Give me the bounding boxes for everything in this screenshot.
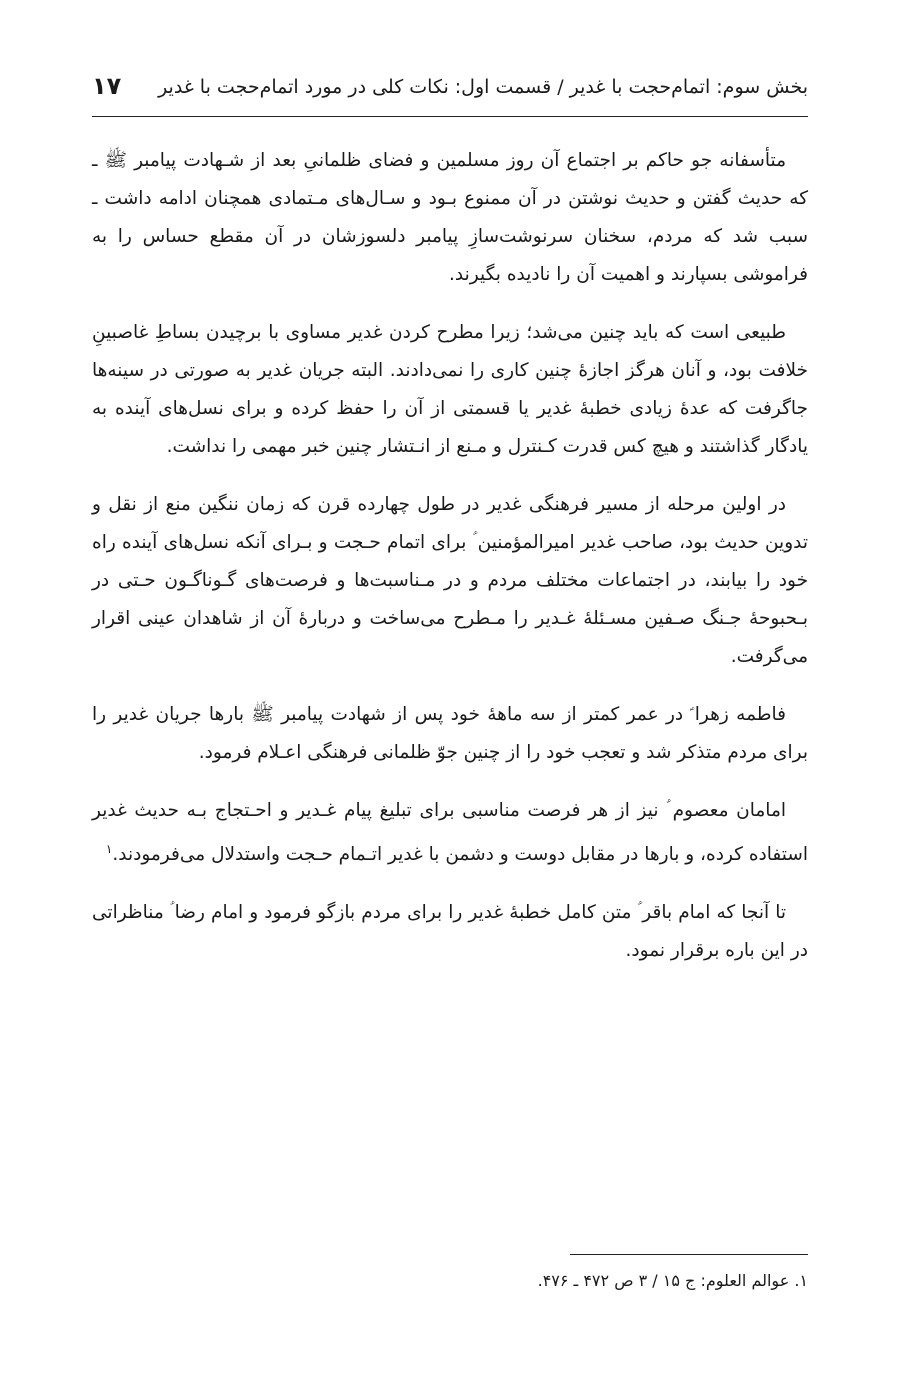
paragraph-with-footnote	[92, 792, 808, 874]
paragraph: فاطمه زهرا ؑ در عمر کمتر از سه ماههٔ خود پس از شهادت پیامبر ﷺ بارها جریان غدیر را برای مردم متذکر شد و تعجب خود را از چنین جوّ ظلمانی فرهنگی اعـلام فرمود.	[92, 704, 808, 763]
main-text	[92, 142, 808, 990]
footnote-marker: ۱	[105, 842, 113, 856]
paragraph: طبیعی است که باید چنین می‌شد؛ زیرا مطرح کردن غدیر مساوی با برچیدن بساطِ غاصبینِ خلافت بود، و آنان هرگز اجازهٔ چنین کاری را نمی‌دادند. البته جریان غدیر به صورتی در سینه‌ها جاگرفت که عدهٔ زیادی خطبهٔ غدیر یا قسمتی از آن را حفظ کرده و برای نسل‌های آینده به یادگار گذاشتند و هیچ کس قدرت کـنترل و مـنع از انـتشار چنین خبر مهمی را نداشت.	[92, 322, 808, 457]
header-divider	[92, 116, 808, 117]
page-header	[92, 70, 808, 110]
paragraph-text: امامان معصوم ؑ نیز از هر فرصت مناسبی برای تبلیغ پیام غـدیر و احـتجاج بـه حدیث غدیر استفاده کرده، و بارها در مقابل دوست و دشمن با غدیر اتـمام حـجت واستدلال می‌فرمودند.	[92, 800, 808, 866]
paragraph: تا آنجا که امام باقر ؑ متن کامل خطبهٔ غدیر را برای مردم بازگو فرمود و امام رضا ؑ مناظراتی در این باره برقرار نمود.	[92, 902, 808, 962]
running-title: بخش سوم: اتمام‌حجت با غدیر / قسمت اول: نکات کلی در مورد اتمام‌حجت با غدیر	[158, 76, 808, 98]
paragraph: در اولین مرحله از مسیر فرهنگی غدیر در طول چهارده قرن که زمان ننگین منع از نقل و تدوین حدیث بود، صاحب غدیر امیرالمؤمنین ؑ برای اتمام حـجت و بـرای آنکه نسل‌های آینده راه خود را بیابند، در اجتماعات مختلف مردم و در مـناسبت‌ها و فرصت‌های گـوناگـون حـتی در بـحبوحهٔ جـنگ صـفین مسـئلهٔ غـدیر را مـطرح می‌ساخت و دربارهٔ آن از شاهدان عینی اقرار می‌گرفت.	[92, 494, 808, 667]
page-number: ۱۷	[92, 72, 122, 100]
footnote: ۱. عوالم العلوم: ج ۱۵ / ۳ ص ۴۷۲ ـ ۴۷۶.	[537, 1271, 808, 1290]
footnote-divider	[570, 1254, 808, 1255]
paragraph: متأسفانه جو حاکم بر اجتماع آن روز مسلمین و فضای ظلمانیِ بعد از شـهادت پیامبر ﷺ ـ که حدیث گفتن و حدیث نوشتن در آن ممنوع بـود و سـال‌های مـتمادی همچنان ادامه داشت ـ سبب شد که مردم، سخنان سرنوشت‌سازِ پیامبر دلسوزشان در آن مقطع حساس را به فراموشی بسپارند و اهمیت آن را نادیده بگیرند.	[92, 150, 808, 285]
